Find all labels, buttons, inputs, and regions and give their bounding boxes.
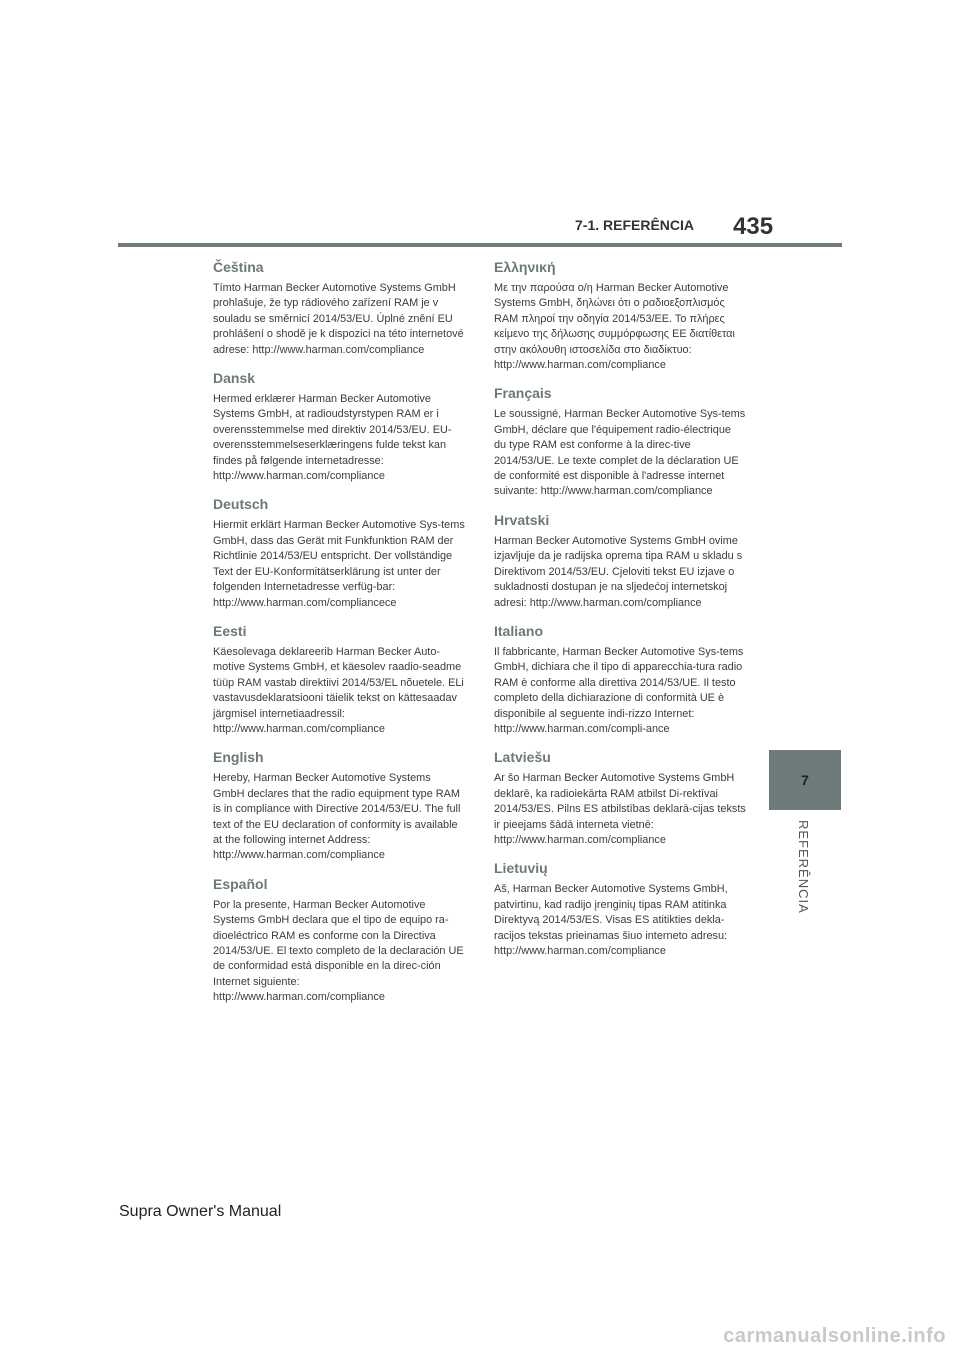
lang-heading: Ελληνική: [494, 259, 556, 275]
lang-heading: Deutsch: [213, 496, 269, 513]
lang-block-de: [213, 495, 465, 610]
right-column: [494, 258, 746, 970]
lang-text: Harman Becker Automotive Systems GmbH ovime izjavljuje da je radijska oprema tipa RAM u skladu s Direktivom 2014/53/EU. Cjeloviti tekst EU izjave o sukladnosti dostupan je na sljedećoj internetskoj adresi: http://www.harman.com/compliance: [494, 534, 743, 609]
chapter-tab: [769, 750, 841, 810]
lang-text: Hereby, Harman Becker Automotive Systems GmbH declares that the radio equipment type RAM is in compliance with Directive 2014/53/EU. The full text of the EU declaration of conformity is available at the following internet Address: http://www.harman.com/compliance: [213, 772, 461, 862]
left-column: [213, 258, 465, 1017]
lang-text: Por la presente, Harman Becker Automotive Systems GmbH declara que el tipo de equipo ra-dioeléctrico RAM es conforme con la Directiva 2014/53/UE. El texto completo de la declaración UE de conformidad está disponible en la direc-ción Internet siguiente: http://www.harman.com/compliance: [213, 898, 464, 1004]
chapter-number: 7: [801, 772, 809, 788]
lang-block-en: [213, 748, 465, 863]
watermark: carmanualsonline.info: [723, 1325, 946, 1347]
lang-block-lt: [494, 859, 746, 959]
lang-text: Ar šo Harman Becker Automotive Systems GmbH deklarē, ka radioiekārta RAM atbilst Di-rektīvai 2014/53/ES. Pilns ES atbilstības deklarā-cijas teksts ir pieejams šādā interneta vietnē: http://www.harman.com/compliance: [494, 772, 746, 846]
lang-text: Il fabbricante, Harman Becker Automotive Sys-tems GmbH, dichiara che il tipo di apparecchia-tura radio RAM è conforme alla direttiva 2014/53/UE. Il testo completo della dichiarazione di conformità UE è disponibile al seguente indi-rizzo Internet: http://www.harman.com/compli-ance: [494, 645, 744, 735]
header-divider: [118, 243, 842, 247]
lang-heading: English: [213, 749, 264, 766]
lang-heading: Latviešu: [494, 749, 551, 766]
lang-block-et: [213, 622, 465, 737]
lang-block-cs: [213, 258, 465, 358]
lang-text: Tímto Harman Becker Automotive Systems GmbH prohlašuje, že typ rádiového zařízení RAM je v souladu se směrnicí 2014/53/EU. Úplné znění EU prohlášení o shodě je k dispozici na této internetové adrese: http://www.harman.com/compliance: [213, 282, 464, 356]
lang-heading: Hrvatski: [494, 511, 550, 528]
lang-heading: Italiano: [494, 622, 544, 639]
lang-text: Käesolevaga deklareerib Harman Becker Auto-motive Systems GmbH, et käesolev raadio-seadme tüüp RAM vastab direktiivi 2014/53/EL nõuetele. ELi vastavusdeklaratsiooni täielik tekst on kättesaadav järgmisel internetiaadressil: http://www.harman.com/compliance: [213, 645, 464, 735]
lang-text: Hermed erklærer Harman Becker Automotive Systems GmbH, at radioudstyrstypen RAM er i overensstemmelse med direktiv 2014/53/EU. EU-overensstemmelseserklæringens fulde tekst kan findes på følgende internetadresse: http://www.harman.com/compliance: [213, 393, 452, 483]
lang-block-es: [213, 875, 465, 1006]
lang-heading: Eesti: [213, 622, 247, 639]
lang-heading: Français: [494, 385, 552, 402]
chapter-side-label: REFERÊNCIA: [796, 820, 811, 914]
lang-block-fr: [494, 384, 746, 499]
page-number: 435: [733, 213, 774, 240]
lang-text: Le soussigné, Harman Becker Automotive Sys-tems GmbH, déclare que l'équipement radio-électrique du type RAM est conforme à la direc-tive 2014/53/UE. Le texte complet de la déclaration UE de conformité est disponible à l'adresse internet suivante: http://www.harman.com/compliance: [494, 408, 746, 498]
lang-block-lv: [494, 748, 746, 848]
lang-block-el: [494, 258, 746, 373]
lang-heading: Español: [213, 875, 268, 892]
lang-text: Aš, Harman Becker Automotive Systems GmbH, patvirtinu, kad radijo įrenginių tipas RAM atitinka Direktyvą 2014/53/ES. Visas ES atitikties dekla-racijos tekstas prieinamas šiuo interneto adresu: http://www.harman.com/compliance: [494, 883, 728, 957]
lang-text: Με την παρούσα ο/η Harman Becker Automotive Systems GmbH, δηλώνει ότι ο ραδιοεξοπλισμός RAM πληροί την οδηγία 2014/53/ΕΕ. Το πλήρες κείμενο της δήλωσης συμμόρφωσης ΕΕ διατίθεται στην ακόλουθη ιστοσελίδα στο διαδίκτυο: http://www.harman.com/compliance: [494, 282, 735, 372]
lang-heading: Lietuvių: [494, 860, 548, 877]
section-title: 7-1. REFERÊNCIA: [575, 217, 695, 233]
lang-text: Hiermit erklärt Harman Becker Automotive Sys-tems GmbH, dass das Gerät mit Funkfunktion RAM der Richtlinie 2014/53/EU entspricht. Der vollständige Text der EU-Konformitätserklärung ist unter der folgenden Internetadresse verfüg-bar: http://www.harman.com/compliancece: [213, 519, 465, 609]
lang-heading: Čeština: [213, 259, 264, 275]
lang-block-da: [213, 369, 465, 484]
lang-block-it: [494, 622, 746, 737]
lang-block-hr: [494, 511, 746, 611]
lang-heading: Dansk: [213, 370, 256, 387]
manual-title: Supra Owner's Manual: [119, 1203, 282, 1220]
